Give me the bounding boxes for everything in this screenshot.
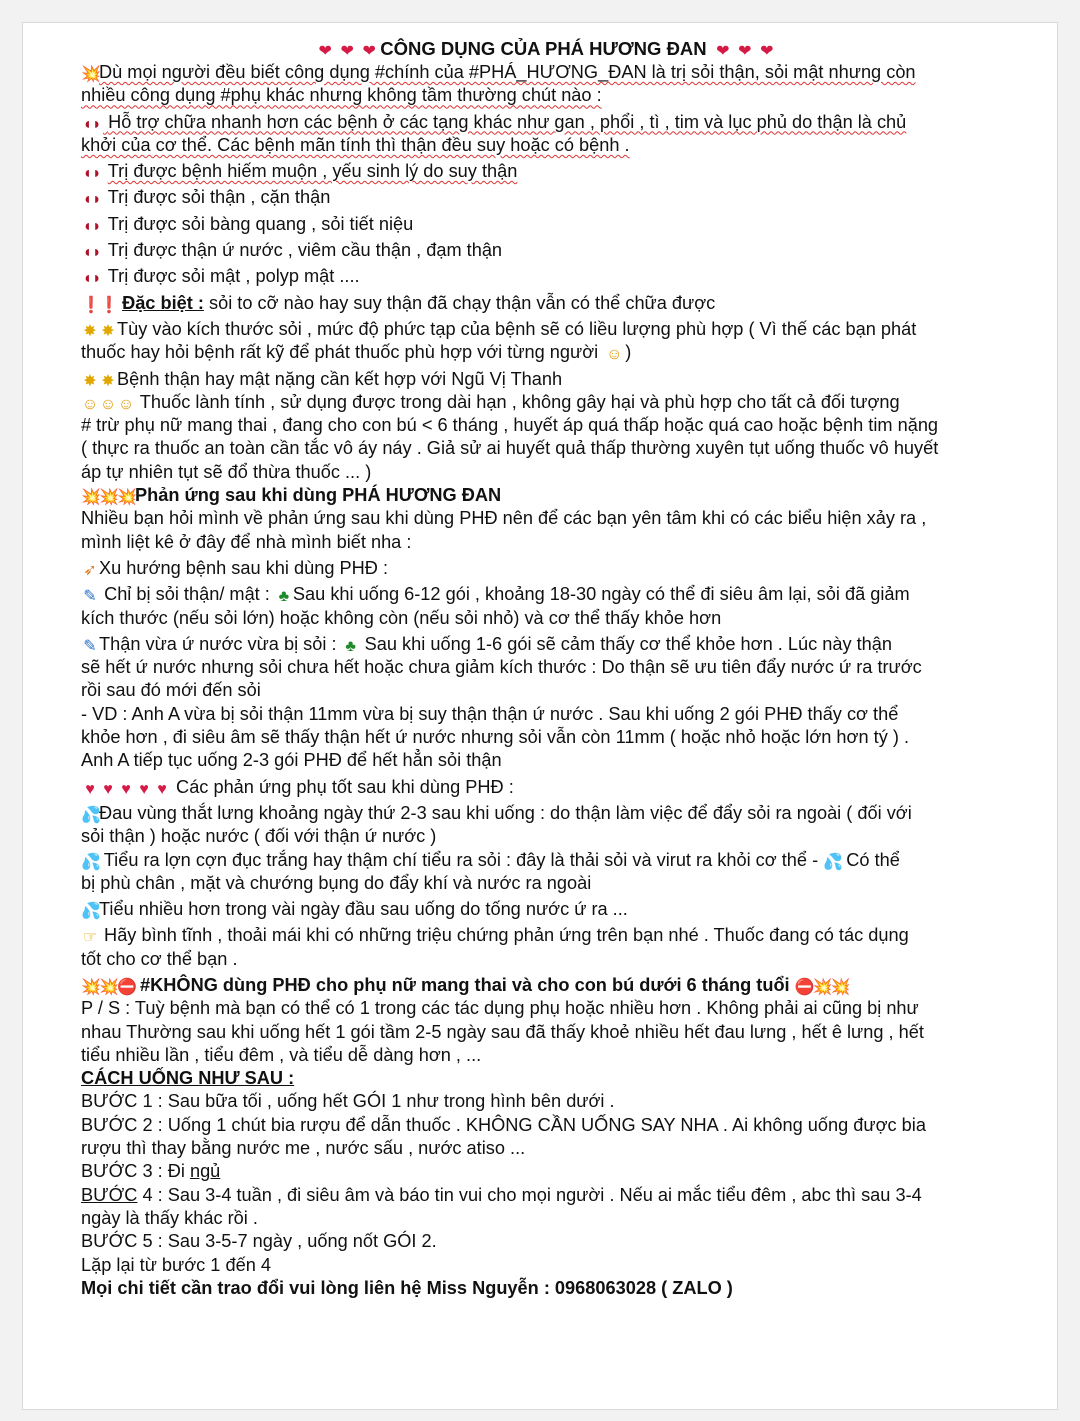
star-icon: ✸ <box>83 372 97 390</box>
heart-icon: ❤ <box>738 43 752 60</box>
hydro-line: rồi sau đó mới đến sỏi <box>81 680 261 701</box>
step-4: ngày là thấy khác rồi . <box>81 1207 258 1228</box>
pill-icon: ◖◗ <box>82 270 102 288</box>
reaction-intro-line: mình liệt kê ở đây để nhà mình biết nha : <box>81 531 412 552</box>
side-line: 💦 Tiểu ra lợn cợn đục trắng hay thậm chí tiểu ra sỏi : đây là thải sỏi và virut ra khỏi cơ thể - 💦 Có thể <box>81 849 900 871</box>
pen-icon: ✎ <box>83 588 97 606</box>
heart-icon: ❤ <box>760 43 774 60</box>
ps-line: P / S : Tuỳ bệnh mà bạn có thể có 1 trong các tác dụng phụ hoặc nhiều hơn . Không phải ai cũng bị như <box>81 998 919 1019</box>
document-content <box>81 35 1011 1300</box>
clover-icon: ♣ <box>345 637 356 655</box>
pill-icon: ◖◗ <box>82 191 102 209</box>
example-line: khỏe hơn , đi siêu âm sẽ thấy thận hết ứ nước nhưng sỏi vẫn còn 11mm ( hoặc nhỏ hoặc lớn hơn tý ) . <box>81 727 910 748</box>
only-stone-line: kích thước (nếu sỏi lớn) hoặc không còn (nếu sỏi nhỏ) và cơ thể thấy khỏe hơn <box>81 607 722 628</box>
smile-icon: ☺ <box>117 395 135 413</box>
document-page <box>22 22 1058 1410</box>
step-2: BƯỚC 2 : Uống 1 chút bia rượu để dẫn thuốc . KHÔNG CẦN UỐNG SAY NHA . Ai không uống được bia <box>81 1114 926 1135</box>
ps-line: nhau Thường sau khi uống hết 1 gói tầm 2-5 ngày sau đã thấy khoẻ nhiều hết đau lưng , hết ê lưng , hết <box>81 1021 924 1042</box>
pen-icon: ✎ <box>83 637 97 655</box>
stop-icon: ⛔ <box>794 978 815 996</box>
treat-item: ◖◗ Trị được sỏi bàng quang , sỏi tiết niệu <box>82 213 414 235</box>
side-heading: ♥ ♥ ♥ ♥ ♥ Các phản ứng phụ tốt sau khi dùng PHĐ : <box>81 776 1011 799</box>
treat-item: ◖◗ Trị được bệnh hiếm muộn , yếu sinh lý do suy thận <box>82 161 518 183</box>
exclamation-icon: ❗ <box>81 296 101 314</box>
burst-icon: 💥 <box>830 978 851 996</box>
smile-icon: ☺ <box>81 395 99 413</box>
how-heading: CÁCH UỐNG NHƯ SAU : <box>81 1068 295 1089</box>
special-line: ❗❗ Đặc biệt : sỏi to cỡ nào hay suy thận đã chạy thận vẫn có thể chữa được <box>81 292 716 314</box>
step-5: BƯỚC 5 : Sau 3-5-7 ngày , uống nốt GÓI 2. <box>81 1231 437 1252</box>
burst-icon: 💥 <box>81 66 101 83</box>
step-2: rượu thì thay bằng nước me , nước sấu , nước atiso ... <box>81 1138 526 1159</box>
dosage-line: ✸ ✸ Tùy vào kích thước sỏi , mức độ phức tạp của bệnh sẽ có liều lượng phù hợp ( Vì thế các bạn phát <box>81 318 1011 341</box>
droplets-icon: 💦 <box>81 853 101 871</box>
step-4: BƯỚC 4 : Sau 3-4 tuần , đi siêu âm và báo tin vui cho mọi người . Nếu ai mắc tiểu đêm , abc thì sau 3-4 <box>81 1184 922 1205</box>
document-title <box>81 37 1011 61</box>
heart-icon: ❤ <box>340 43 354 60</box>
trend-line: ➶ Xu hướng bệnh sau khi dùng PHĐ : <box>81 557 1011 580</box>
droplets-icon: 💦 <box>823 853 844 871</box>
dosage-line: thuốc hay hỏi bệnh rất kỹ để phát thuốc phù hợp với từng người ☺ ) <box>81 342 632 364</box>
burst-icon: 💥 <box>117 489 137 507</box>
repeat-line: Lặp lại từ bước 1 đến 4 <box>81 1254 271 1275</box>
safety-line: áp tự nhiên tụt sẽ đổ thừa thuốc ... ) <box>81 461 372 482</box>
support-line: ◖◗ Hỗ trợ chữa nhanh hơn các bệnh ở các tạng khác như gan , phổi , tì , tim và lục phủ do thận là chủ <box>82 111 907 133</box>
burst-icon: 💥 <box>81 978 101 996</box>
pill-icon: ◖◗ <box>82 244 102 262</box>
step-1: BƯỚC 1 : Sau bữa tối , uống hết GÓI 1 như trong hình bên dưới . <box>81 1091 615 1112</box>
reaction-heading: 💥💥💥Phản ứng sau khi dùng PHÁ HƯƠNG ĐAN <box>81 485 502 507</box>
support-line: khởi của cơ thể. Các bệnh mãn tính thì thận đều suy hoặc có bệnh . <box>81 134 630 155</box>
side-line: sỏi thận ) hoặc nước ( đối với thận ứ nước ) <box>81 826 437 847</box>
heart-icon: ❤ <box>362 43 376 60</box>
exclamation-icon: ❗ <box>99 296 119 314</box>
treat-item: ◖◗ Trị được sỏi thận , cặn thận <box>82 187 331 209</box>
smile-icon: ☺ <box>99 395 117 413</box>
calm-line: ☞ Hãy bình tĩnh , thoải mái khi có những triệu chứng phản ứng trên bạn nhé . Thuốc đang có tác dụng <box>82 925 909 947</box>
calm-line: tốt cho cơ thể bạn . <box>81 948 238 969</box>
pill-icon: ◖◗ <box>82 217 102 235</box>
star-icon: ✸ <box>101 322 115 340</box>
combine-line: ✸ ✸ Bệnh thận hay mật nặng cần kết hợp với Ngũ Vị Thanh <box>81 368 1011 391</box>
hydro-line: ✎ Thận vừa ứ nước vừa bị sỏi : ♣ Sau khi uống 1-6 gói sẽ cảm thấy cơ thể khỏe hơn . Lúc này thận <box>81 633 1011 656</box>
side-line: bị phù chân , mặt và chướng bụng do đẩy khí và nước ra ngoài <box>81 872 592 893</box>
contact-line: Mọi chi tiết cần trao đổi vui lòng liên hệ Miss Nguyễn : 0968063028 ( ZALO ) <box>81 1277 733 1298</box>
hydro-line: sẽ hết ứ nước nhưng sỏi chưa hết hoặc chưa giảm kích thước : Do thận sẽ ưu tiên đẩy nước ứ ra trước <box>81 657 922 678</box>
burst-icon: 💥 <box>81 489 101 507</box>
pill-icon: ◖◗ <box>82 115 102 133</box>
droplets-icon: 💦 <box>81 806 101 824</box>
pointing-hand-icon: ☞ <box>82 929 98 947</box>
burst-icon: 💥 <box>99 489 119 507</box>
side-line: 💦Đau vùng thắt lưng khoảng ngày thứ 2-3 sau khi uống : do thận làm việc để đẩy sỏi ra ngoài ( đối với <box>81 802 912 824</box>
burst-icon: 💥 <box>99 978 119 996</box>
heart-icon: ♥ <box>85 780 95 798</box>
intro-line: nhiều công dụng #phụ khác nhưng không tầm thường chút nào : <box>81 85 602 106</box>
reaction-intro-line: Nhiều bạn hỏi mình về phản ứng sau khi dùng PHĐ nên để các bạn yên tâm khi có các biểu hiện xảy ra , <box>81 508 927 529</box>
heart-icon: ❤ <box>716 43 730 60</box>
arrow-icon: ➶ <box>83 561 97 579</box>
treat-item: ◖◗ Trị được sỏi mật , polyp mật .... <box>82 266 360 288</box>
safety-line: # trừ phụ nữ mang thai , đang cho con bú < 6 tháng , huyết áp quá thấp hoặc quá cao hoặc bệnh tim nặng <box>81 415 939 436</box>
smile-icon: ☺ <box>606 346 623 364</box>
title-text: CÔNG DỤNG CỦA PHÁ HƯƠNG ĐAN <box>380 38 707 59</box>
stop-icon: ⛔ <box>117 978 137 996</box>
treat-item: ◖◗ Trị được thận ứ nước , viêm cầu thận , đạm thận <box>82 240 503 262</box>
special-label: Đặc biệt : <box>122 292 204 313</box>
side-line: 💦Tiểu nhiều hơn trong vài ngày đầu sau uống do tống nước ứ ra ... <box>81 899 628 921</box>
safety-line: ( thực ra thuốc an toàn cần tắc vô áy náy . Giả sử ai huyết quả thấp thường xuyên tụt uống thuốc vô huyết <box>81 438 939 459</box>
ps-line: tiểu nhiều lần , tiểu đêm , và tiểu dễ dàng hơn , ... <box>81 1044 482 1065</box>
example-line: Anh A tiếp tục uống 2-3 gói PHĐ để hết hẳn sỏi thận <box>81 750 502 771</box>
droplets-icon: 💦 <box>81 903 101 921</box>
heart-icon: ♥ <box>139 780 149 798</box>
warning-line: 💥💥⛔ #KHÔNG dùng PHĐ cho phụ nữ mang thai và cho con bú dưới 6 tháng tuổi ⛔💥💥 <box>81 974 851 996</box>
heart-icon: ♥ <box>103 780 113 798</box>
safety-line: ☺ ☺ ☺ Thuốc lành tính , sử dụng được trong dài hạn , không gây hại và phù hợp cho tất cả đối tượng <box>81 391 900 413</box>
burst-icon: 💥 <box>812 978 833 996</box>
intro-line: 💥Dù mọi người đều biết công dụng #chính của #PHÁ_HƯƠNG_ĐAN là trị sỏi thận, sỏi mật nhưng còn <box>81 62 916 83</box>
heart-icon: ♥ <box>121 780 131 798</box>
example-line: - VD : Anh A vừa bị sỏi thận 11mm vừa bị suy thận thận ứ nước . Sau khi uống 2 gói PHĐ thấy cơ thể <box>81 703 899 724</box>
pill-icon: ◖◗ <box>82 165 102 183</box>
star-icon: ✸ <box>83 322 97 340</box>
heart-icon: ♥ <box>157 780 167 798</box>
star-icon: ✸ <box>101 372 115 390</box>
heart-icon: ❤ <box>318 43 332 60</box>
only-stone-line: ✎ Chỉ bị sỏi thận/ mật : ♣ Sau khi uống 6-12 gói , khoảng 18-30 ngày có thể đi siêu âm lại, sỏi đã giảm <box>81 583 1011 606</box>
clover-icon: ♣ <box>278 588 290 606</box>
step-3: BƯỚC 3 : Đi ngủ <box>81 1161 221 1182</box>
